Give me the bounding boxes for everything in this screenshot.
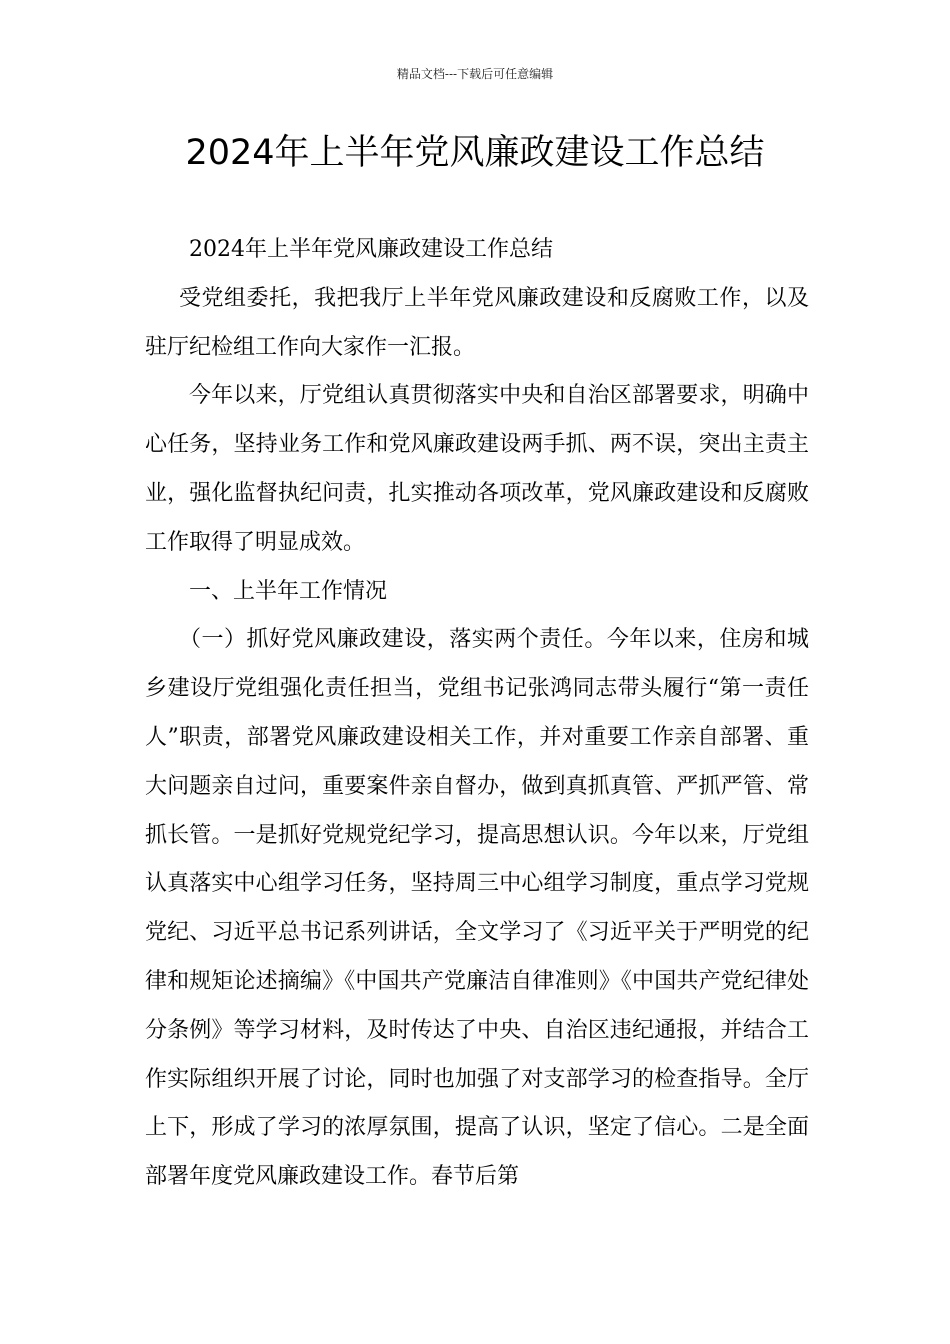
paragraph-overview: 今年以来，厅党组认真贯彻落实中央和自治区部署要求，明确中心任务，坚持业务工作和党风廉政建设两手抓、两不误，突出主责主业，强化监督执纪问责，扎实推动各项改革，党风廉政建设和反腐败工作取得了明显成效。 — [145, 383, 809, 555]
header-note: 精品文档---下载后可任意编辑 — [396, 67, 554, 81]
paragraph-intro: 受党组委托，我把我厅上半年党风廉政建设和反腐败工作，以及驻厅纪检组工作向大家作一汇报。 — [145, 285, 809, 360]
document-body — [145, 226, 809, 1202]
paragraph-subtitle: 2024年上半年党风廉政建设工作总结 — [189, 237, 553, 262]
document-title: 2024年上半年党风廉政建设工作总结 — [185, 133, 765, 173]
paragraph-section-1-1: （一）抓好党风廉政建设，落实两个责任。今年以来，住房和城乡建设厅党组强化责任担当，党组书记张鸿同志带头履行“第一责任人”职责，部署党风廉政建设相关工作，并对重要工作亲自部署、重大问题亲自过问，重要案件亲自督办，做到真抓真管、严抓严管、常抓长管。一是抓好党规党纪学习，提高思想认识。今年以来，厅党组认真落实中心组学习任务，坚持周三中心组学习制度，重点学习党规党纪、习近平总书记系列讲话，全文学习了《习近平关于严明党的纪律和规矩论述摘编》《中国共产党廉洁自律准则》《中国共产党纪律处分条例》等学习材料，及时传达了中央、自治区违纪通报，并结合工作实际组织开展了讨论，同时也加强了对支部学习的检查指导。全厅上下，形成了学习的浓厚氛围，提高了认识，坚定了信心。二是全面部署年度党风廉政建设工作。春节后第 — [145, 627, 809, 1190]
section-heading-1: 一、上半年工作情况 — [189, 578, 388, 604]
